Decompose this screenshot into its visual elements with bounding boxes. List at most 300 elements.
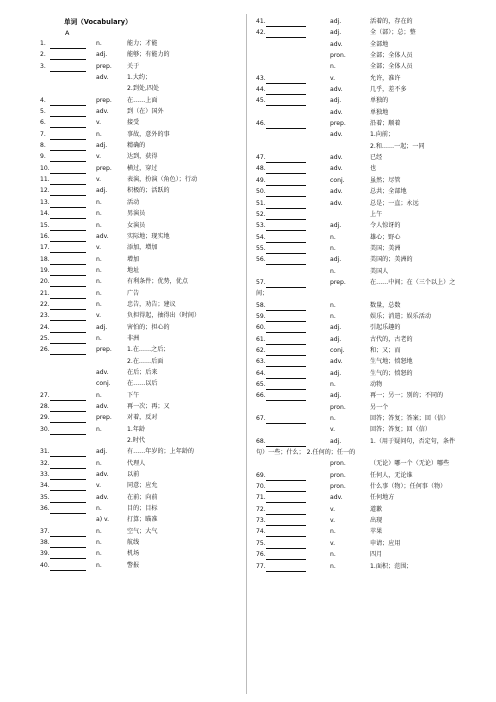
entry-number: 71. <box>256 494 266 502</box>
entry-number: 57. <box>256 278 266 286</box>
definition: 活着的，存在的 <box>370 18 413 25</box>
vocab-row <box>40 325 243 336</box>
part-of-speech: adv. <box>96 493 109 501</box>
definition: 道歉 <box>370 505 383 513</box>
answer-blank[interactable] <box>50 427 86 435</box>
answer-blank[interactable] <box>50 291 86 299</box>
answer-blank[interactable] <box>266 518 306 526</box>
entry-number: 68. <box>256 437 266 445</box>
part-of-speech: adv. <box>330 188 343 196</box>
definition: 1.向前； <box>370 131 395 139</box>
definition: 再一；另一；别的；不同的 <box>370 392 444 400</box>
part-of-speech: adj. <box>330 222 342 230</box>
answer-blank[interactable] <box>266 382 306 390</box>
part-of-speech: adj. <box>330 29 342 37</box>
entry-number: 51. <box>256 199 266 207</box>
answer-blank[interactable] <box>266 212 306 220</box>
entry-number: 16. <box>40 232 50 240</box>
answer-blank[interactable] <box>266 473 306 481</box>
entry-number: 9. <box>40 153 46 161</box>
part-of-speech: n. <box>96 425 102 433</box>
entry-number: 31. <box>40 448 50 456</box>
part-of-speech: conj. <box>96 380 111 388</box>
definition: 娱乐；消遣；娱乐活动 <box>370 312 431 320</box>
answer-blank[interactable] <box>266 484 306 492</box>
entry-number: 60. <box>256 324 266 332</box>
answer-blank[interactable] <box>266 178 306 186</box>
answer-blank[interactable] <box>50 529 86 537</box>
entry-number: 12. <box>40 187 50 195</box>
vocab-row <box>40 279 243 290</box>
answer-blank[interactable] <box>266 98 306 106</box>
definition: 四月 <box>370 551 383 559</box>
definition: 已经 <box>370 154 383 162</box>
definition: 回答；答复；答案；回（信） <box>370 415 450 423</box>
part-of-speech: prep. <box>96 96 112 104</box>
answer-blank[interactable] <box>50 98 86 106</box>
entry-number: 44. <box>256 86 266 94</box>
answer-blank[interactable] <box>50 472 86 480</box>
part-of-speech: n. <box>96 391 102 399</box>
definition-continuation: 间； <box>256 290 269 298</box>
entry-number: 15. <box>40 221 50 229</box>
definition-continuation: 句）一些；什么； 2.任何的；任一的 <box>256 449 356 457</box>
definition: 到（在）国外 <box>127 108 164 116</box>
entry-number: 69. <box>256 471 266 479</box>
definition: 在后；后来 <box>127 368 158 376</box>
entry-number: 11. <box>40 176 50 184</box>
entry-number: 36. <box>40 505 50 513</box>
definition: 另一个 <box>370 403 389 411</box>
definition: 目的；目标 <box>127 505 158 513</box>
part-of-speech: adv. <box>330 86 343 94</box>
definition: 对着，反对 <box>127 414 158 422</box>
definition: 虽然；尽管 <box>370 176 401 184</box>
part-of-speech: n. <box>330 301 336 309</box>
part-of-speech: conj. <box>330 346 345 354</box>
definition: 沿着；顺着 <box>370 120 401 128</box>
column-divider <box>246 14 247 694</box>
part-of-speech: adj. <box>96 323 108 331</box>
part-of-speech: adv. <box>96 232 109 240</box>
definition: 积极的；活跃的 <box>127 187 170 195</box>
definition: 全部地 <box>370 40 389 48</box>
part-of-speech: n. <box>96 278 102 286</box>
answer-blank[interactable] <box>50 302 86 310</box>
part-of-speech: n. <box>96 255 102 263</box>
entry-number: 7. <box>40 130 46 138</box>
part-of-speech: v. <box>330 505 336 513</box>
entry-number: 50. <box>256 188 266 196</box>
vocab-row <box>40 188 243 199</box>
entry-number: 30. <box>40 425 50 433</box>
continuation-line <box>256 291 492 302</box>
entry-number: 8. <box>40 142 46 150</box>
left-column <box>40 19 243 574</box>
entry-number: 23. <box>40 312 50 320</box>
part-of-speech: conj. <box>330 176 345 184</box>
part-of-speech: adv. <box>96 403 109 410</box>
definition: 1.大约； <box>127 74 152 82</box>
answer-blank[interactable] <box>266 19 306 27</box>
definition: 地址 <box>127 266 140 274</box>
answer-blank[interactable] <box>50 325 86 333</box>
vocab-row <box>256 393 492 404</box>
answer-blank[interactable] <box>266 280 306 288</box>
part-of-speech: v. <box>96 153 102 161</box>
answer-blank[interactable] <box>266 507 306 515</box>
definition: 1.在……之后； <box>127 346 170 354</box>
part-of-speech: n. <box>96 561 102 569</box>
answer-blank[interactable] <box>266 166 306 174</box>
definition: 1.年龄 <box>127 425 146 433</box>
part-of-speech: n. <box>96 221 102 229</box>
part-of-speech: adj. <box>330 392 342 400</box>
definition: 精确的 <box>127 142 146 150</box>
vocab-row <box>40 347 243 358</box>
definition: 再一次；再；又 <box>127 403 170 410</box>
definition: 负担得起，抽得出（时间） <box>127 312 201 320</box>
entry-number: 55. <box>256 244 266 252</box>
part-of-speech: v. <box>96 176 102 184</box>
part-of-speech: prep. <box>96 62 112 70</box>
definition: 男演员 <box>127 210 146 218</box>
answer-blank[interactable] <box>50 200 86 208</box>
definition: 苹果 <box>370 528 383 536</box>
definition: 单独的 <box>370 97 389 105</box>
answer-blank[interactable] <box>266 257 306 265</box>
part-of-speech: adv. <box>330 108 343 116</box>
part-of-speech: adj. <box>96 448 108 456</box>
answer-blank[interactable] <box>50 279 86 287</box>
answer-blank[interactable] <box>266 76 306 84</box>
definition: 什么事（物）；任何事（物） <box>370 483 447 491</box>
vocab-row <box>40 52 243 63</box>
part-of-speech: adj. <box>330 369 342 377</box>
part-of-speech: v. <box>330 539 336 547</box>
definition: 令人惊讶的 <box>370 222 401 230</box>
answer-blank[interactable] <box>50 188 86 196</box>
right-word-list <box>256 19 492 575</box>
entry-number: 77. <box>256 562 266 570</box>
definition: 接受 <box>127 119 140 127</box>
definition: 代理人 <box>127 459 146 467</box>
entry-number: 53. <box>256 222 266 230</box>
part-of-speech: n. <box>330 244 336 252</box>
entry-number: 63. <box>256 358 266 366</box>
answer-blank[interactable] <box>266 393 306 401</box>
part-of-speech: n. <box>330 528 336 536</box>
definition: 2.在……后面 <box>127 357 164 365</box>
definition: 关于 <box>127 62 140 70</box>
entry-number: 26. <box>40 346 50 354</box>
answer-blank[interactable] <box>266 416 306 424</box>
entry-number: 58. <box>256 301 266 309</box>
definition: 引起乐趣的 <box>370 324 401 332</box>
definition: 和；又；而 <box>370 346 401 354</box>
vocab-row <box>40 245 243 256</box>
definition: 回答；答复；回（信） <box>370 426 431 434</box>
definition: 忠告，劝告；建议 <box>127 300 176 308</box>
answer-blank[interactable] <box>266 189 306 197</box>
answer-blank[interactable] <box>50 540 86 548</box>
definition: 2.到处,四处 <box>127 85 160 93</box>
part-of-speech: v. <box>96 244 102 252</box>
part-of-speech: adj. <box>330 437 342 445</box>
part-of-speech: adv. <box>96 368 109 376</box>
definition: 生气的；愤怒的 <box>370 369 413 377</box>
answer-blank[interactable] <box>50 257 86 265</box>
definition: 事故，意外的事 <box>127 130 170 138</box>
part-of-speech: n. <box>330 312 336 320</box>
definition: 女演员 <box>127 221 146 229</box>
answer-blank[interactable] <box>50 461 86 469</box>
answer-blank[interactable] <box>50 109 86 117</box>
entry-number: 65. <box>256 381 266 388</box>
answer-blank[interactable] <box>266 314 306 322</box>
part-of-speech: v. <box>96 119 102 127</box>
answer-blank[interactable] <box>266 87 306 95</box>
definition: 害怕的；担心的 <box>127 323 170 331</box>
answer-blank[interactable] <box>266 155 306 163</box>
part-of-speech: pron. <box>330 483 346 491</box>
entry-number: 28. <box>40 403 50 410</box>
vocab-row <box>40 415 243 426</box>
part-of-speech: adv. <box>96 471 109 479</box>
part-of-speech: v. <box>330 74 336 82</box>
definition: 在前；向前 <box>127 493 158 501</box>
answer-blank[interactable] <box>266 246 306 254</box>
part-of-speech: n. <box>96 130 102 138</box>
entry-number: 46. <box>256 120 266 128</box>
entry-number: 33. <box>40 471 50 479</box>
part-of-speech: pron. <box>330 403 346 411</box>
entry-number: 1. <box>40 40 46 47</box>
part-of-speech: v. <box>330 426 336 434</box>
answer-blank[interactable] <box>50 223 86 231</box>
definition: （无论）哪一个（无论）哪些 <box>370 460 450 468</box>
part-of-speech: n. <box>330 267 336 275</box>
answer-blank[interactable] <box>50 41 86 49</box>
definition: 打算；瞄准 <box>127 516 158 524</box>
part-of-speech: n. <box>96 527 102 535</box>
part-of-speech: adv. <box>96 74 109 82</box>
vocab-row <box>256 359 492 370</box>
answer-blank[interactable] <box>50 143 86 151</box>
entry-number: 10. <box>40 164 50 172</box>
answer-blank[interactable] <box>266 201 306 209</box>
vocab-row <box>256 280 492 291</box>
definition: 美国的；美洲的 <box>370 256 413 264</box>
answer-blank[interactable] <box>266 235 306 243</box>
answer-blank[interactable] <box>50 52 86 60</box>
vocab-row <box>40 313 243 324</box>
part-of-speech: adv. <box>330 165 343 173</box>
vocab-row <box>256 257 492 268</box>
answer-blank[interactable] <box>266 303 306 311</box>
answer-blank[interactable] <box>50 551 86 559</box>
entry-number: 64. <box>256 369 266 377</box>
answer-blank[interactable] <box>50 347 86 355</box>
definition: 古代的，古老的 <box>370 335 413 343</box>
entry-number: 14. <box>40 210 50 218</box>
definition: 出现 <box>370 517 383 525</box>
answer-blank[interactable] <box>50 177 86 185</box>
answer-blank[interactable] <box>50 483 86 491</box>
answer-blank[interactable] <box>50 132 86 140</box>
answer-blank[interactable] <box>266 325 306 333</box>
definition: 添加，增加 <box>127 244 158 252</box>
definition: 能力；才能 <box>127 40 158 47</box>
vocab-row <box>40 109 243 120</box>
definition: 1.（用于疑问句，否定句，条件 <box>370 437 456 445</box>
entry-number: 3. <box>40 62 46 70</box>
answer-blank[interactable] <box>50 166 86 174</box>
part-of-speech: n. <box>96 289 102 297</box>
answer-blank[interactable] <box>266 541 306 549</box>
answer-blank[interactable] <box>50 415 86 423</box>
entry-number: 67. <box>256 415 266 423</box>
vocab-row <box>40 211 243 222</box>
entry-number: 39. <box>40 550 50 558</box>
part-of-speech: prep. <box>96 164 112 172</box>
definition: 活动 <box>127 198 140 206</box>
part-of-speech: v. <box>330 517 336 525</box>
answer-blank[interactable] <box>50 563 86 571</box>
answer-blank[interactable] <box>266 529 306 537</box>
answer-blank[interactable] <box>266 495 306 503</box>
part-of-speech: pron. <box>330 460 346 468</box>
part-of-speech: n. <box>330 63 336 71</box>
entry-number: 40. <box>40 561 50 569</box>
entry-number: 37. <box>40 527 50 535</box>
answer-blank[interactable] <box>50 393 86 401</box>
definition: 1.面积；范围； <box>370 562 413 570</box>
answer-blank[interactable] <box>50 154 86 162</box>
part-of-speech: adj. <box>96 187 108 195</box>
answer-blank[interactable] <box>50 234 86 242</box>
answer-blank[interactable] <box>50 506 86 514</box>
answer-blank[interactable] <box>266 223 306 231</box>
definition: 也 <box>370 165 377 173</box>
answer-blank[interactable] <box>266 552 306 560</box>
entry-number: 24. <box>40 323 50 331</box>
right-column <box>256 19 492 575</box>
part-of-speech: n. <box>96 40 102 47</box>
entry-number: 52. <box>256 210 266 218</box>
part-of-speech: adj. <box>330 324 342 332</box>
part-of-speech: n. <box>330 381 336 388</box>
definition: 2.时代 <box>127 437 146 445</box>
part-of-speech: n. <box>96 198 102 206</box>
answer-blank[interactable] <box>50 211 86 219</box>
letter-heading: A <box>65 29 70 37</box>
definition: 在……以后 <box>127 380 158 388</box>
definition: 总是；一直；永远 <box>370 199 419 207</box>
entry-number: 5. <box>40 108 46 116</box>
entry-number: 21. <box>40 289 50 297</box>
entry-number: 49. <box>256 176 266 184</box>
definition: 在……中间；在（三个以上）之 <box>370 278 456 286</box>
definition: 下午 <box>127 391 140 399</box>
answer-blank[interactable] <box>50 313 86 321</box>
answer-blank[interactable] <box>266 30 306 38</box>
definition: 美国；美洲 <box>370 244 401 252</box>
part-of-speech: v. <box>96 482 102 490</box>
answer-blank[interactable] <box>50 404 86 412</box>
entry-number: 34. <box>40 482 50 490</box>
entry-number: 25. <box>40 334 50 342</box>
entry-number: 2. <box>40 51 46 59</box>
answer-blank[interactable] <box>266 359 306 367</box>
part-of-speech: adj. <box>330 256 342 264</box>
definition: 横过，穿过 <box>127 164 158 172</box>
answer-blank[interactable] <box>266 337 306 345</box>
entry-number: 22. <box>40 300 50 308</box>
answer-blank[interactable] <box>50 449 86 457</box>
entry-number: 43. <box>256 74 266 82</box>
vocab-row <box>256 30 492 41</box>
entry-number: 66. <box>256 392 266 400</box>
entry-number: 56. <box>256 256 266 264</box>
definition: 2.和……一起；一同 <box>370 142 425 150</box>
part-of-speech: n. <box>96 334 102 342</box>
entry-number: 20. <box>40 278 50 286</box>
definition: 全（部）；总；整 <box>370 29 416 37</box>
vocab-row <box>40 461 243 472</box>
entry-number: 17. <box>40 244 50 252</box>
entry-number: 70. <box>256 483 266 491</box>
entry-number: 62. <box>256 346 266 354</box>
definition: 同意；应允 <box>127 482 158 490</box>
definition: 有利条件；优势，优点 <box>127 278 188 286</box>
part-of-speech: n. <box>96 550 102 558</box>
part-of-speech: adv. <box>330 199 343 207</box>
answer-blank[interactable] <box>50 64 86 72</box>
answer-blank[interactable] <box>266 564 306 572</box>
answer-blank[interactable] <box>266 439 306 447</box>
part-of-speech: n. <box>96 300 102 308</box>
definition: 数量，总数 <box>370 301 401 309</box>
vocab-row <box>256 223 492 234</box>
answer-blank[interactable] <box>266 371 306 379</box>
definition: 全部；全体人员 <box>370 52 413 60</box>
answer-blank[interactable] <box>50 336 86 344</box>
part-of-speech: prep. <box>96 414 112 422</box>
definition: 非洲 <box>127 334 140 342</box>
definition: 表演，扮演（角色）；行动 <box>127 176 198 184</box>
part-of-speech: pron. <box>330 471 346 479</box>
entry-number: 47. <box>256 154 266 162</box>
definition: 美国人 <box>370 267 389 275</box>
definition: 在……上面 <box>127 96 158 104</box>
answer-blank[interactable] <box>50 268 86 276</box>
definition: 任何人，无论谁 <box>370 471 413 479</box>
vocab-row <box>40 551 243 562</box>
entry-number: 61. <box>256 335 266 343</box>
answer-blank[interactable] <box>266 348 306 356</box>
part-of-speech: v. <box>96 312 102 320</box>
answer-blank[interactable] <box>50 245 86 253</box>
definition: 达到，获得 <box>127 153 158 161</box>
vocab-row <box>256 189 492 200</box>
answer-blank[interactable] <box>266 121 306 129</box>
answer-blank[interactable] <box>50 120 86 128</box>
answer-blank[interactable] <box>50 495 86 503</box>
part-of-speech: adj. <box>330 18 342 25</box>
definition: 几乎，差不多 <box>370 86 407 94</box>
entry-number: 29. <box>40 414 50 422</box>
